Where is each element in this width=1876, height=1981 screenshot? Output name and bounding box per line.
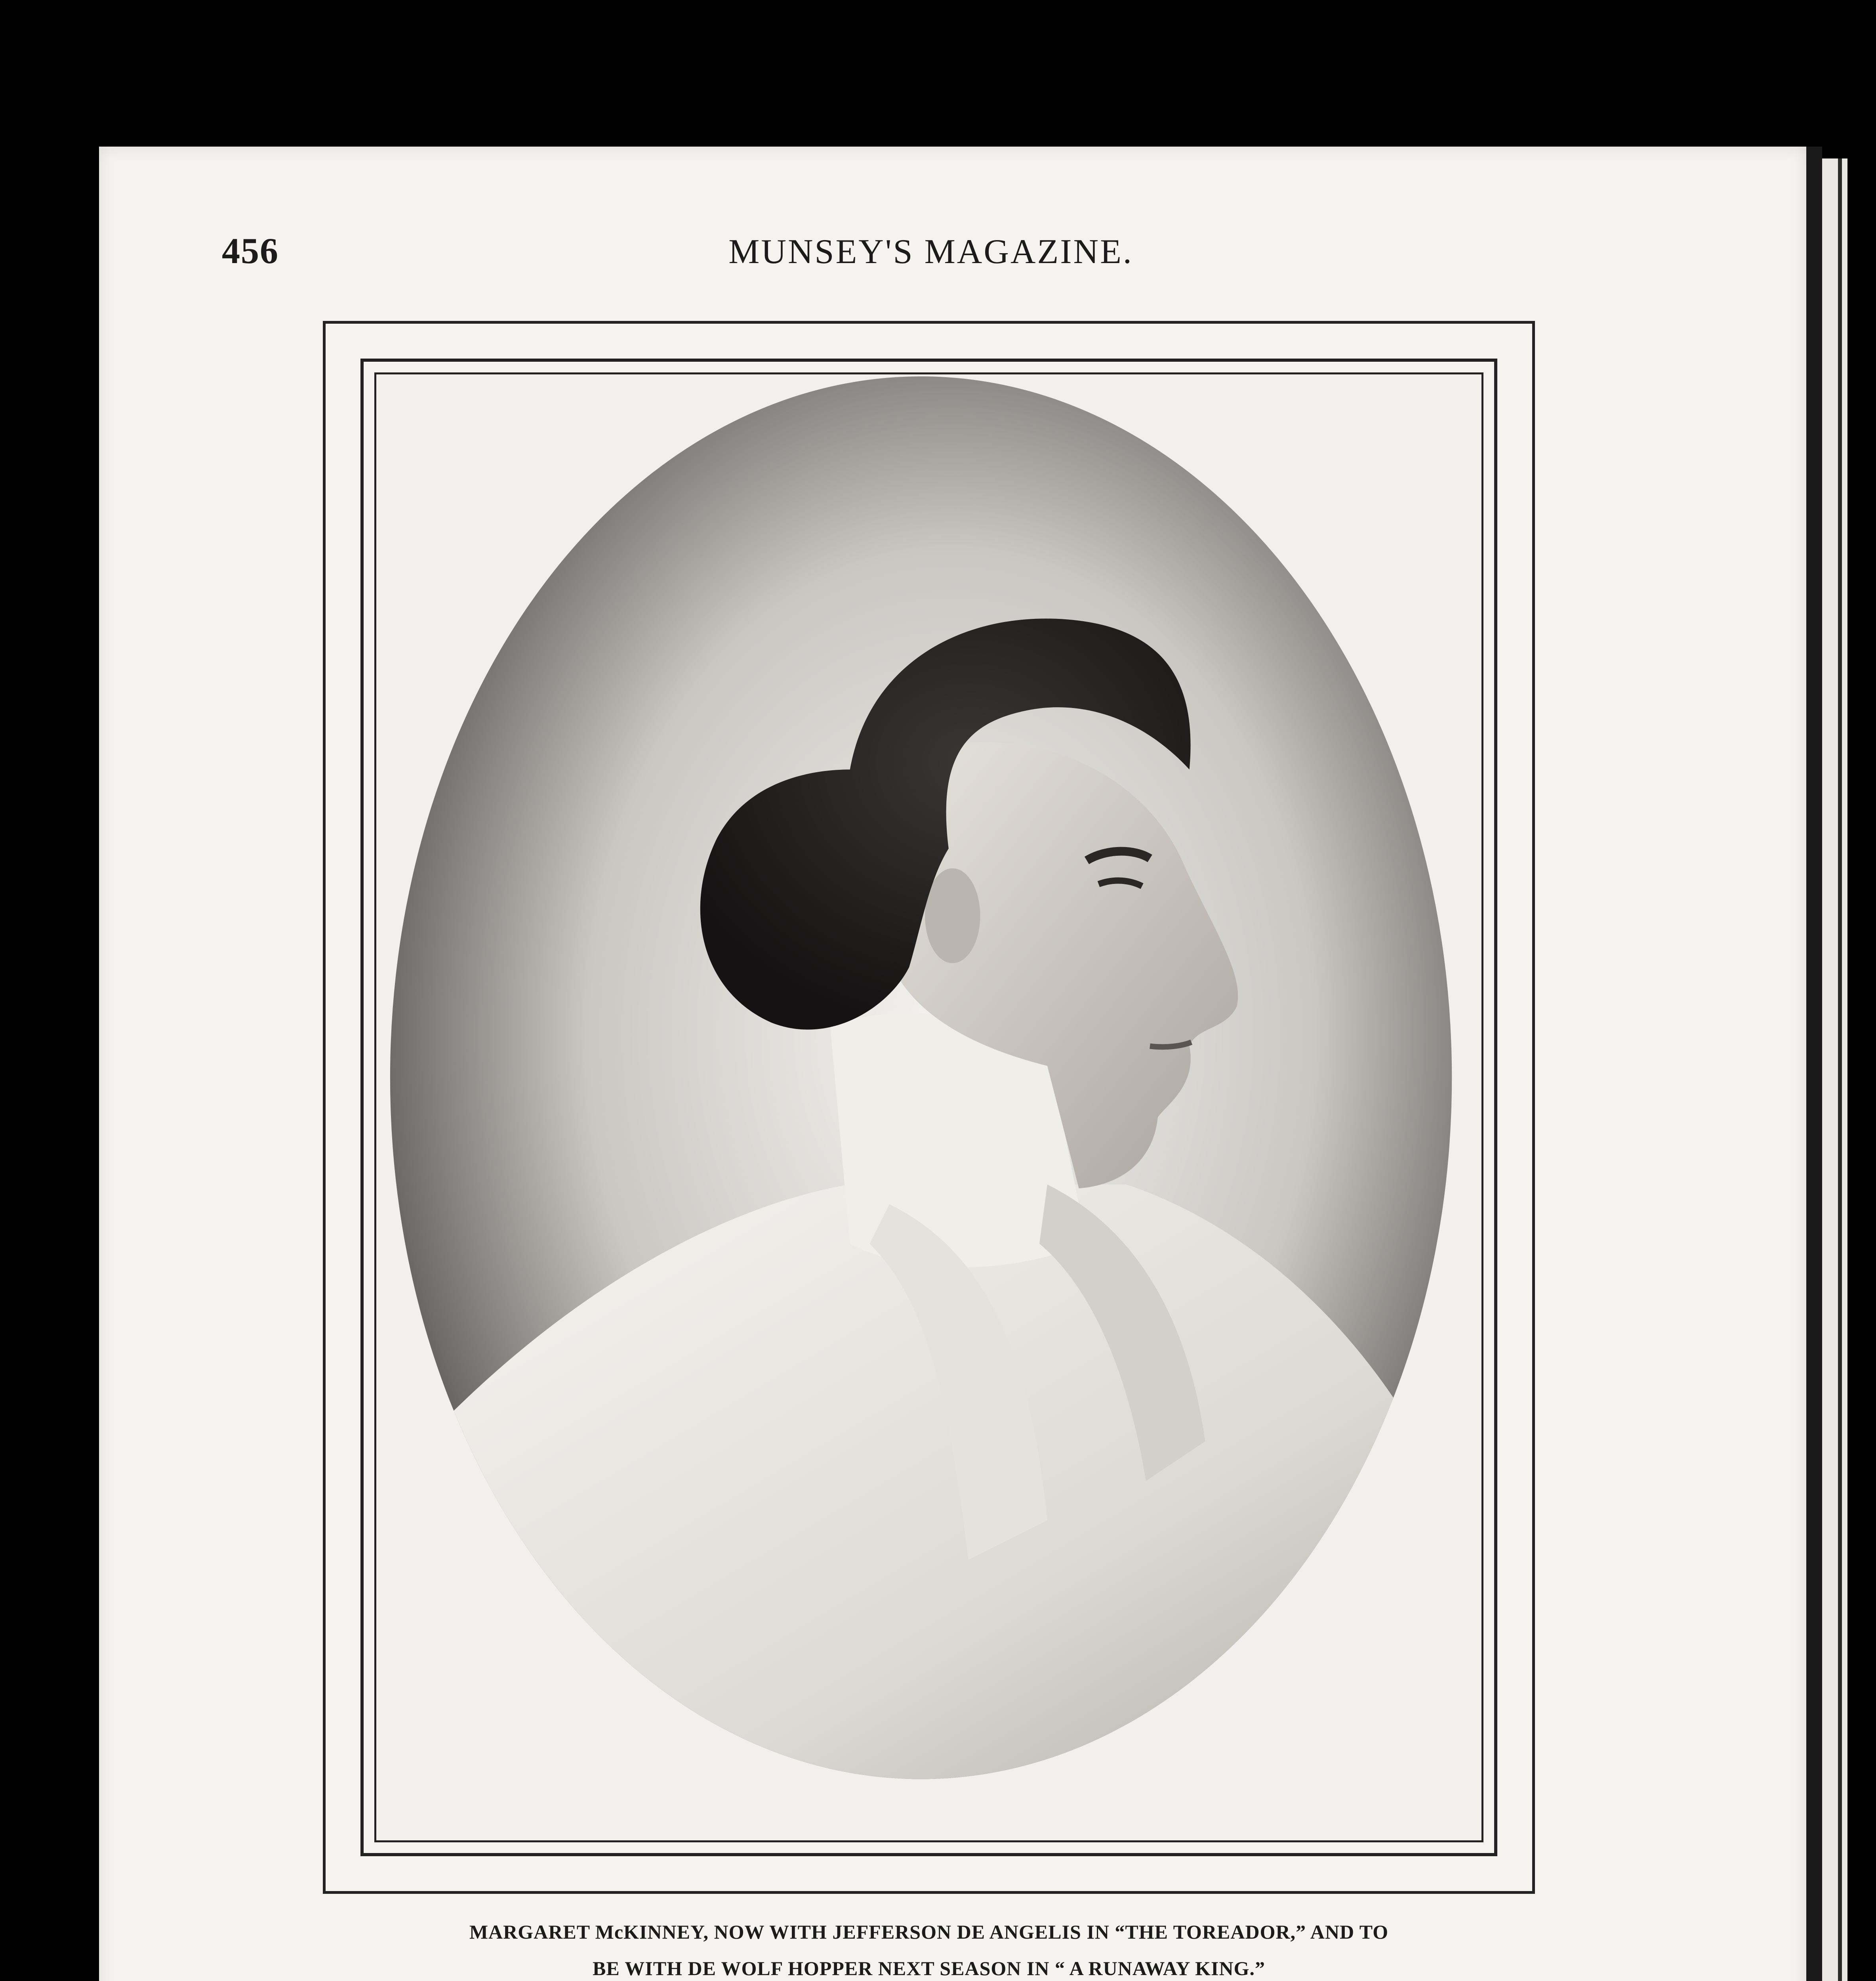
- page-number: 456: [222, 231, 279, 271]
- next-page-edge: [1822, 158, 1847, 1981]
- photo-frame-inner: [374, 372, 1483, 1842]
- caption-line-1: MARGARET McKINNEY, NOW WITH JEFFERSON DE ANGELIS IN “THE TOREADOR,” AND TO: [469, 1921, 1389, 1943]
- running-head: MUNSEY'S MAGAZINE.: [728, 233, 1133, 271]
- portrait-photo: [376, 374, 1481, 1840]
- photo-caption: [309, 1914, 1549, 1981]
- next-page-edge-line: [1838, 158, 1842, 1981]
- caption-line-2: BE WITH DE WOLF HOPPER NEXT SEASON IN “ A RUNAWAY KING.”: [592, 1957, 1266, 1979]
- page-spine-shadow: [1806, 147, 1822, 1981]
